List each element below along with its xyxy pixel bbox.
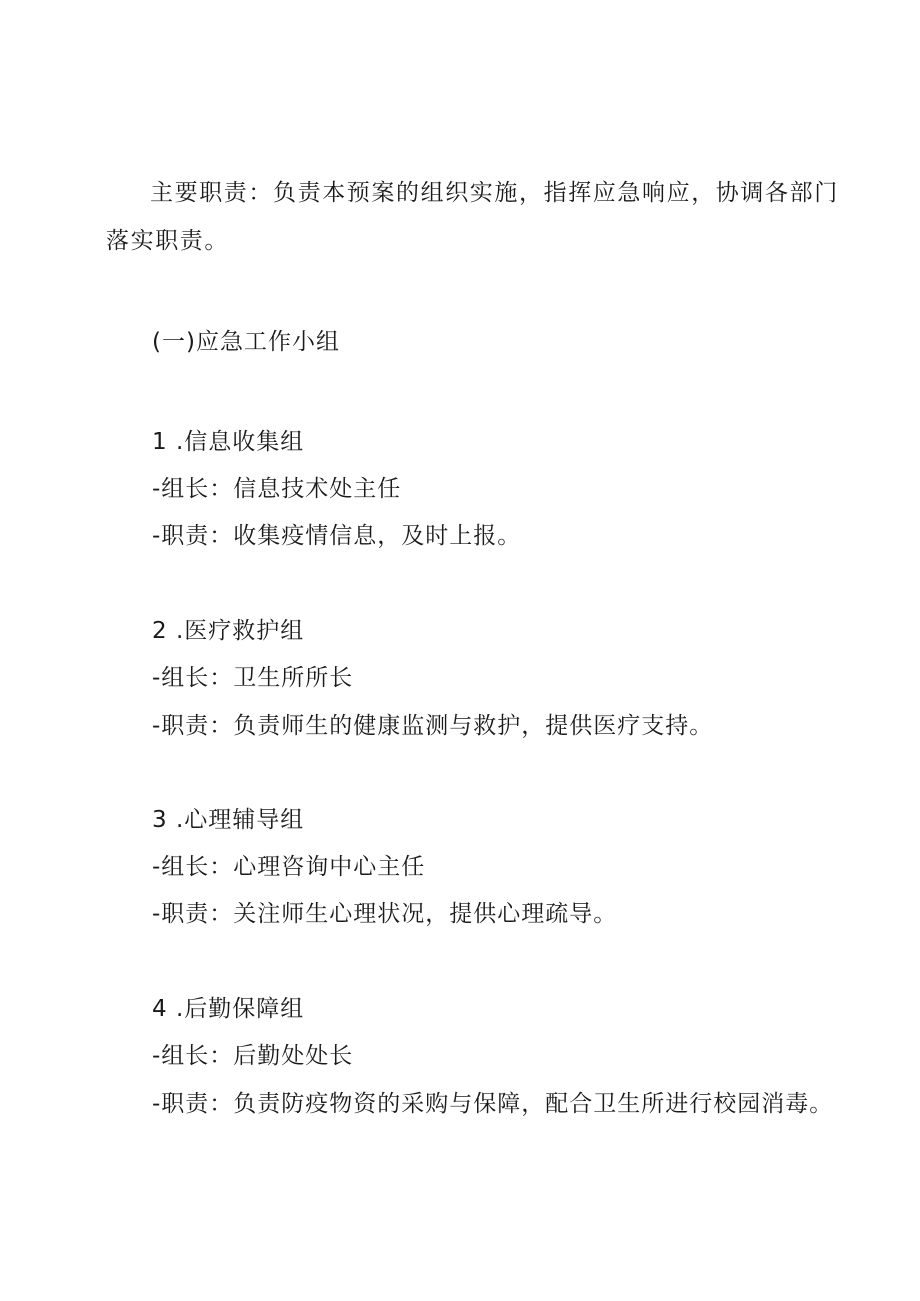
section-heading: (一)应急工作小组 (152, 329, 340, 355)
group-duty-info-collection: -职责：收集疫情信息，及时上报。 (152, 523, 522, 549)
group-leader-medical-rescue: -组长：卫生所所长 (152, 665, 354, 691)
group-duty-psych-counseling: -职责：关注师生心理状况，提供心理疏导。 (152, 901, 618, 927)
group-duty-medical-rescue: -职责：负责师生的健康监测与救护，提供医疗支持。 (152, 713, 714, 739)
group-leader-info-collection: -组长：信息技术处主任 (152, 476, 402, 502)
group-title-medical-rescue: 2 .医疗救护组 (152, 618, 305, 644)
group-title-psych-counseling: 3 .心理辅导组 (152, 807, 305, 833)
group-title-logistics: 4 .后勤保障组 (152, 996, 305, 1022)
intro-paragraph-line-2: 落实职责。 (106, 228, 229, 254)
group-title-info-collection: 1 .信息收集组 (152, 429, 305, 455)
group-leader-logistics: -组长：后勤处处长 (152, 1043, 354, 1069)
intro-paragraph-line-1: 主要职责：负责本预案的组织实施，指挥应急响应，协调各部门 (150, 180, 839, 206)
group-duty-logistics: -职责：负责防疫物资的采购与保障，配合卫生所进行校园消毒。 (152, 1091, 834, 1117)
group-leader-psych-counseling: -组长：心理咨询中心主任 (152, 854, 426, 880)
